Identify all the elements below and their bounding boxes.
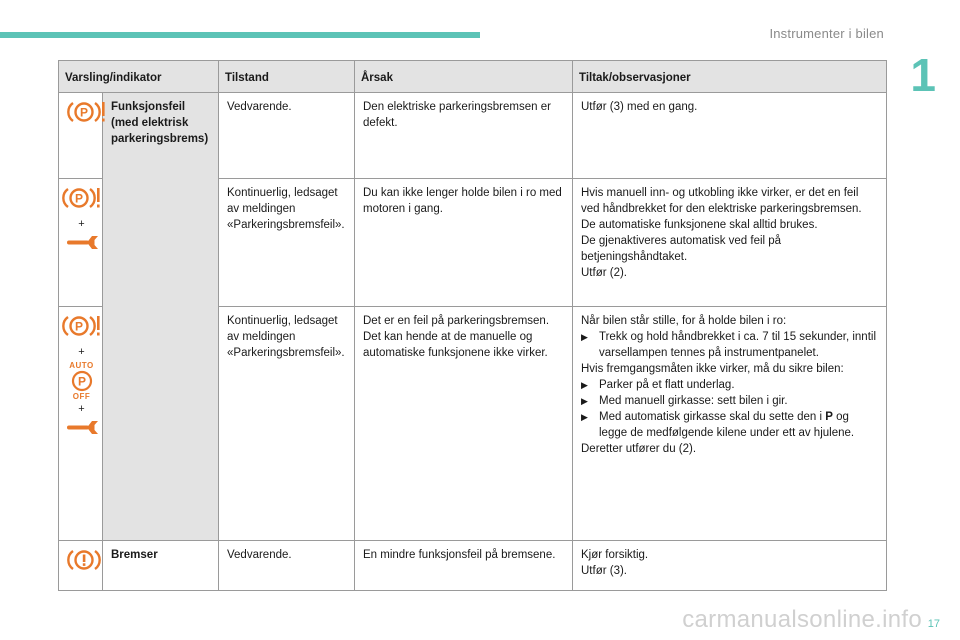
indicator-icon-cell — [59, 541, 103, 591]
cause-cell: En mindre funksjonsfeil på bremsene. — [355, 541, 573, 591]
action-line: Deretter utfører du (2). — [581, 443, 697, 455]
bullet-arrow-icon: ▶ — [581, 396, 588, 406]
action-cell — [573, 541, 887, 591]
condition-cell: Kontinuerlig, ledsaget av meldingen «Parkeringsbremsfeil». — [219, 307, 355, 541]
page-number: 17 — [927, 618, 940, 630]
brake-warning-icon — [67, 564, 101, 576]
indicator-name: Funksjonsfeil (med elektrisk parkeringsbrems) — [111, 101, 209, 145]
bullet-arrow-icon: ▶ — [581, 380, 588, 390]
indicator-name-cell — [103, 541, 219, 591]
action-bullet-gear: P — [825, 411, 833, 423]
indicator-icon-cell — [59, 307, 103, 541]
table-row — [59, 541, 887, 591]
auto-label: AUTO — [69, 361, 94, 370]
action-line: Utfør (3). — [581, 565, 627, 577]
indicator-icon-cell — [59, 93, 103, 179]
action-line: De automatiske funksjonene skal alltid brukes. — [581, 219, 818, 231]
action-cell — [573, 179, 887, 307]
svg-text:P: P — [79, 105, 89, 120]
header-indicator: Varsling/indikator — [59, 61, 219, 93]
action-bullet — [581, 393, 880, 409]
watermark: carmanualsonline.info — [682, 606, 922, 633]
off-label: OFF — [72, 392, 91, 401]
table-row — [59, 93, 887, 179]
svg-text:P: P — [74, 191, 83, 206]
header-action: Tiltak/observasjoner — [573, 61, 887, 93]
wrench-icon — [65, 233, 99, 256]
condition-cell: Kontinuerlig, ledsaget av meldingen «Parkeringsbremsfeil». — [219, 179, 355, 307]
parking-brake-warning-icon — [62, 185, 102, 216]
auto-parking-brake-off-icon — [69, 361, 94, 401]
header-cause: Årsak — [355, 61, 573, 93]
plus-sign: + — [78, 403, 85, 415]
indicator-name-cell — [103, 93, 219, 541]
condition-cell: Vedvarende. — [219, 93, 355, 179]
action-bullet-pre: Med automatisk girkasse skal du sette den i — [599, 411, 826, 423]
action-bullet — [581, 409, 880, 441]
table-header-row — [59, 61, 887, 93]
indicator-name: Bremser — [111, 549, 158, 561]
wrench-icon — [65, 418, 99, 441]
action-line: De gjenaktiveres automatisk ved feil på betjeningshåndtaket. — [581, 235, 782, 263]
cause-cell: Det er en feil på parkeringsbremsen. Det kan hende at de manuelle og automatiske funksjonene ikke virker. — [355, 307, 573, 541]
section-title: Instrumenter i bilen — [769, 26, 884, 41]
action-line: Hvis manuell inn- og utkobling ikke virker, er det en feil ved håndbrekket for den elektriske parkeringsbremsen. — [581, 187, 862, 215]
plus-sign: + — [78, 218, 85, 230]
parking-brake-warning-icon — [67, 105, 107, 128]
condition-cell: Vedvarende. — [219, 541, 355, 591]
indicator-icon-cell — [59, 179, 103, 307]
bullet-arrow-icon: ▶ — [581, 332, 588, 342]
action-line: Når bilen står stille, for å holde bilen i ro: — [581, 315, 787, 327]
section-accent-bar — [0, 32, 480, 38]
action-line: Utfør (2). — [581, 267, 627, 279]
cause-cell: Den elektriske parkeringsbremsen er defekt. — [355, 93, 573, 179]
action-bullet-text: Trekk og hold håndbrekket i ca. 7 til 15 sekunder, inntil varsellampen tennes på instrumentpanelet. — [599, 331, 877, 359]
plus-sign: + — [78, 346, 85, 358]
action-bullet-text: Parker på et flatt underlag. — [599, 379, 735, 391]
action-bullet-post: og legge de medfølgende kilene under ett av hjulene. — [599, 411, 855, 439]
svg-text:P: P — [74, 319, 83, 334]
action-cell — [573, 93, 887, 179]
parking-brake-warning-icon — [62, 313, 102, 344]
action-line: Kjør forsiktig. — [581, 549, 649, 561]
action-line: Hvis fremgangsmåten ikke virker, må du sikre bilen: — [581, 363, 844, 375]
cause-cell: Du kan ikke lenger holde bilen i ro med motoren i gang. — [355, 179, 573, 307]
action-cell — [573, 307, 887, 541]
action-bullet-text: Med manuell girkasse: sett bilen i gir. — [599, 395, 788, 407]
bullet-arrow-icon: ▶ — [581, 412, 588, 422]
warning-lights-table — [58, 60, 887, 591]
header-condition: Tilstand — [219, 61, 355, 93]
svg-text:P: P — [77, 374, 86, 389]
action-bullet — [581, 377, 880, 393]
action-line: Utfør (3) med en gang. — [581, 101, 698, 113]
action-bullet — [581, 329, 880, 361]
chapter-number: 1 — [910, 49, 936, 101]
